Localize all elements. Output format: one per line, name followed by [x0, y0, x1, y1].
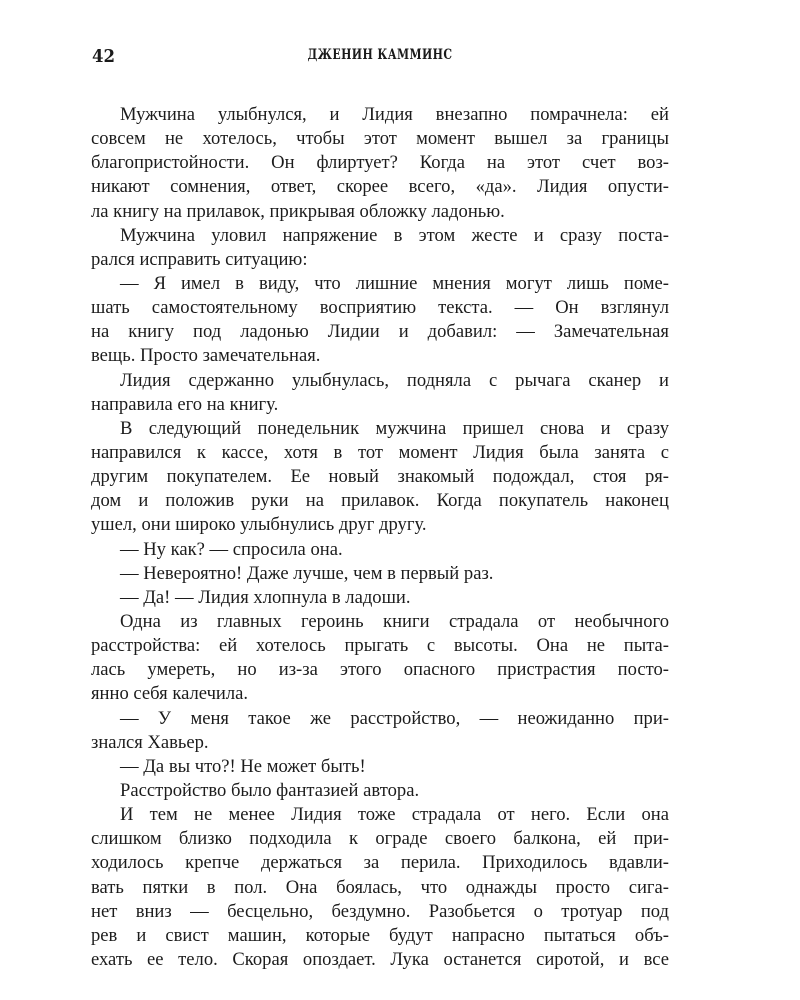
text-line: направился к кассе, хотя в тот момент Лидия была занята с [91, 441, 669, 463]
running-title: ДЖЕНИН КАММИНС [307, 47, 453, 63]
text-line: ехать ее тело. Скорая опоздает. Лука останется сиротой, и все [91, 948, 669, 970]
text-line: шать самостоятельному восприятию текста. — Он взглянул [91, 297, 669, 319]
page-number: 42 [92, 46, 116, 67]
text-line: рался исправить ситуацию: [91, 248, 308, 270]
text-line: — Да! — Лидия хлопнула в ладоши. [120, 586, 411, 608]
text-line: направила его на книгу. [91, 393, 279, 415]
text-line: — Да вы что?! Не может быть! [120, 755, 366, 777]
text-line: Лидия сдержанно улыбнулась, подняла с рычага сканер и [120, 369, 669, 391]
text-line: слишком близко подходила к ограде своего балкона, ей при- [91, 828, 669, 850]
text-line: ходилось крепче держаться за перила. Приходилось вдавли- [91, 852, 669, 874]
text-line: В следующий понедельник мужчина пришел снова и сразу [120, 417, 669, 439]
text-line: вать пятки в пол. Она боялась, что однажды просто сига- [91, 876, 669, 898]
body-text [91, 103, 669, 972]
text-line: знался Хавьер. [91, 731, 209, 753]
text-line: — Я имел в виду, что лишние мнения могут лишь поме- [120, 272, 669, 294]
text-line: лась умереть, но из-за этого опасного пристрастия посто- [91, 659, 669, 681]
text-line: никают сомнения, ответ, скорее всего, «да». Лидия опусти- [91, 176, 669, 198]
text-line: Мужчина уловил напряжение в этом жесте и сразу поста- [120, 224, 669, 246]
text-line: янно себя калечила. [91, 683, 249, 705]
text-line: рев и свист машин, которые будут напрасно пытаться объ- [91, 924, 669, 946]
text-line: Мужчина улыбнулся, и Лидия внезапно помрачнела: ей [120, 104, 669, 125]
text-line: Расстройство было фантазией автора. [120, 779, 420, 801]
text-line: расстройства: ей хотелось прыгать с высоты. Она не пыта- [91, 635, 669, 657]
text-line: ушел, они широко улыбнулись друг другу. [91, 514, 427, 536]
text-line: — У меня такое же расстройство, — неожиданно при- [120, 707, 669, 729]
text-line: ла книгу на прилавок, прикрывая обложку ладонью. [91, 200, 505, 222]
text-line: дом и положив руки на прилавок. Когда покупатель наконец [91, 490, 669, 512]
text-line: нет вниз — бесцельно, бездумно. Разобьется о тротуар под [91, 900, 669, 922]
text-line: благопристойности. Он флиртует? Когда на этот счет воз- [91, 152, 669, 174]
text-line: Одна из главных героинь книги страдала от необычного [120, 610, 669, 632]
text-line: другим покупателем. Ее новый знакомый подождал, стоя ря- [91, 466, 669, 488]
text-line: на книгу под ладонью Лидии и добавил: — Замечательная [91, 321, 669, 343]
text-line: совсем не хотелось, чтобы этот момент вышел за границы [91, 128, 669, 150]
text-line: вещь. Просто замечательная. [91, 345, 321, 367]
text-line: — Ну как? — спросила она. [120, 538, 343, 560]
text-line: И тем не менее Лидия тоже страдала от него. Если она [120, 804, 669, 826]
page-header [92, 46, 668, 74]
text-line: — Невероятно! Даже лучше, чем в первый раз. [120, 562, 494, 584]
